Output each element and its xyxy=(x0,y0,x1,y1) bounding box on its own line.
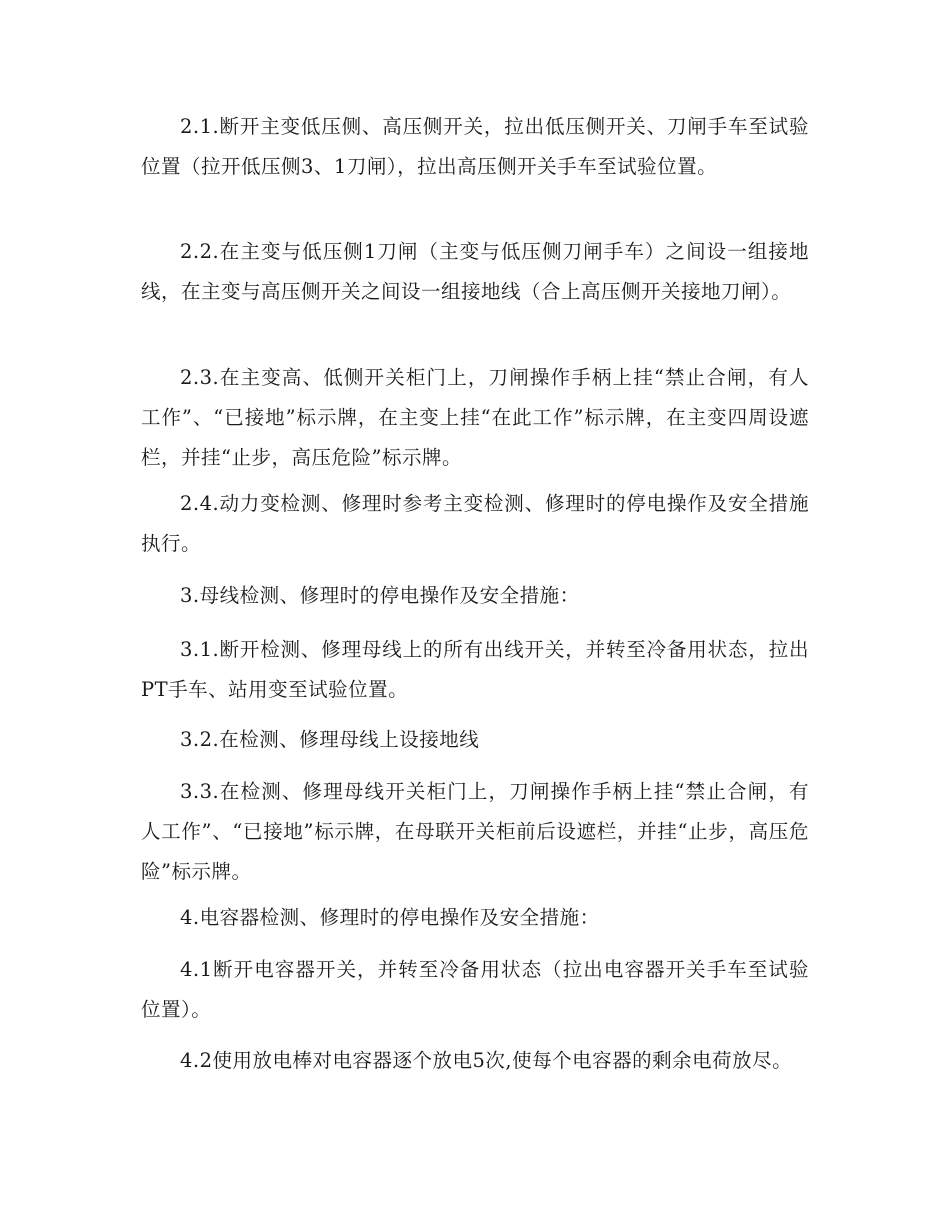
paragraph-3: 3.母线检测、修理时的停电操作及安全措施： xyxy=(180,584,580,607)
paragraph-3-1: 3.1.断开检测、修理母线上的所有出线开关，并转至冷备用状态，拉出PT手车、站用变至试验位置。 xyxy=(141,638,809,701)
paragraph-2-1: 2.1.断开主变低压侧、高压侧开关，拉出低压侧开关、刀闸手车至试验位置（拉开低压侧3、1刀闸），拉出高压侧开关手车至试验位置。 xyxy=(141,115,809,178)
paragraph-4: 4.电容器检测、修理时的停电操作及安全措施： xyxy=(180,906,600,929)
paragraph-3-3: 3.3.在检测、修理母线开关柜门上，刀闸操作手柄上挂“禁止合闸，有人工作”、“已接地”标示牌，在母联开关柜前后设遮栏，并挂“止步，高压危险”标示牌。 xyxy=(141,780,809,883)
paragraph-2-2: 2.2.在主变与低压侧1刀闸（主变与低压侧刀闸手车）之间设一组接地线，在主变与高压侧开关之间设一组接地线（合上高压侧开关接地刀闸）。 xyxy=(141,240,809,303)
paragraph-3-2: 3.2.在检测、修理母线上设接地线 xyxy=(180,728,480,751)
paragraph-2-4: 2.4.动力变检测、修理时参考主变检测、修理时的停电操作及安全措施执行。 xyxy=(141,492,809,555)
paragraph-4-1: 4.1断开电容器开关，并转至冷备用状态（拉出电容器开关手车至试验位置）。 xyxy=(141,958,809,1021)
paragraph-2-3: 2.3.在主变高、低侧开关柜门上，刀闸操作手柄上挂“禁止合闸，有人工作”、“已接地”标示牌，在主变上挂“在此工作”标示牌，在主变四周设遮栏，并挂“止步，高压危险”标示牌。 xyxy=(141,366,809,469)
paragraph-4-2: 4.2使用放电棒对电容器逐个放电5次,使每个电容器的剩余电荷放尽。 xyxy=(180,1049,793,1072)
